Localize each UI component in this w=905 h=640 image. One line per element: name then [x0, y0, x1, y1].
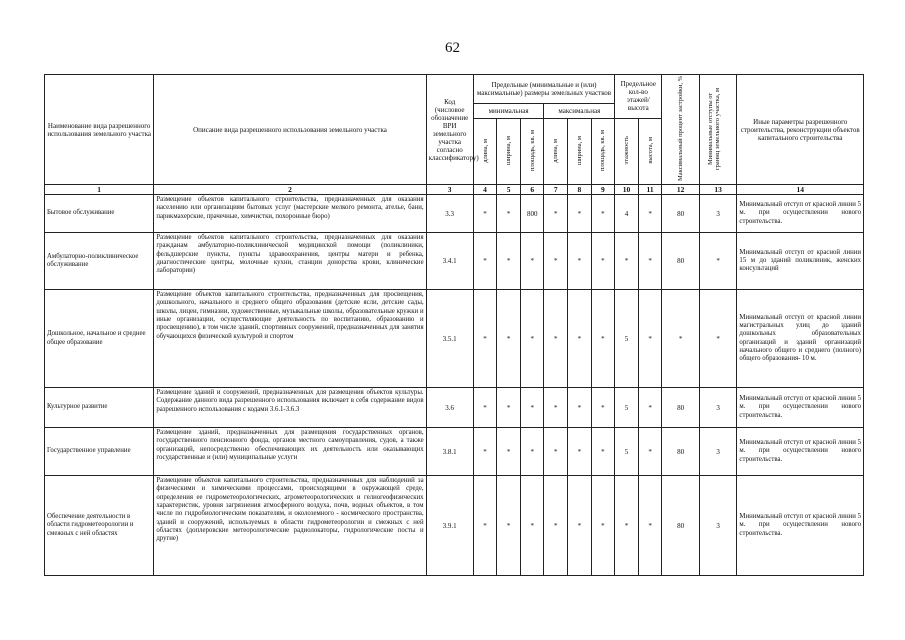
header-other: Иные параметры разрешенного строительства, реконструкции объектов капитального строительства	[737, 75, 864, 185]
header-max: максимальная	[544, 103, 615, 118]
header-min-area: площадь, кв. м	[528, 130, 536, 171]
parameter-cell: 80	[662, 388, 700, 428]
column-number-row	[45, 185, 864, 195]
header-setback: Минимальные отступы от границ земельного участка, м	[707, 87, 722, 170]
parameter-cell: *	[638, 388, 662, 428]
header-min-length: длина, м	[481, 138, 489, 163]
column-number: 7	[544, 185, 568, 195]
parameter-cell: *	[544, 233, 568, 290]
parameter-cell: *	[473, 428, 497, 476]
land-use-name: Культурное развитие	[45, 388, 154, 428]
other-parameters: Минимальный отступ от красной линии магистральных улиц до зданий дошкольных образовательных организаций и зданий организаций начального общего и среднего (полного) общего образования- 10 м.	[737, 290, 864, 388]
parameter-cell: *	[591, 428, 615, 476]
parameter-cell: *	[473, 476, 497, 576]
parameter-cell: *	[520, 290, 544, 388]
parameter-cell: 3	[699, 428, 737, 476]
header-min: минимальная	[473, 103, 544, 118]
parameter-cell: *	[638, 476, 662, 576]
parameter-cell: *	[638, 195, 662, 233]
column-number: 4	[473, 185, 497, 195]
land-use-code: 3.6	[426, 388, 473, 428]
land-use-description: Размещение объектов капитального строительства, предназначенных для оказания гражданам амбулаторно-поликлинической медицинской помощи (поликлиники, фельдшерские пункты, пункты здравоохранения, центры матери и ребенка, диагностические центры, молочные кухни, станции донорства крови, клинические лаборатории)	[154, 233, 426, 290]
header-max-length: длина, м	[552, 138, 560, 163]
table-row	[45, 195, 864, 233]
column-number: 14	[737, 185, 864, 195]
land-use-description: Размещение зданий, предназначенных для размещения государственных органов, государственного пенсионного фонда, органов местного самоуправления, судов, а также организаций, непосредственно обеспечивающих их деятельность или оказывающих государственные и (или) муниципальные услуги	[154, 428, 426, 476]
parameter-cell: *	[638, 290, 662, 388]
parameter-cell: 4	[615, 195, 639, 233]
parameter-cell: 3	[699, 476, 737, 576]
header-max-width: ширина, м	[575, 136, 583, 165]
parameter-cell: *	[497, 195, 521, 233]
header-floors-group: Предельное кол-во этажей/ высота	[615, 75, 662, 119]
header-max-area: площадь, кв. м	[599, 130, 607, 171]
parameter-cell: *	[544, 290, 568, 388]
land-use-name: Обеспечение деятельности в области гидрометеорологии и смежных с ней областях	[45, 476, 154, 576]
parameter-cell: 5	[615, 290, 639, 388]
parameter-cell: 800	[520, 195, 544, 233]
land-use-code: 3.9.1	[426, 476, 473, 576]
land-use-name: Дошкольное, начальное и среднее общее образование	[45, 290, 154, 388]
parameter-cell: *	[520, 388, 544, 428]
parameter-cell: *	[699, 290, 737, 388]
parameter-cell: *	[544, 428, 568, 476]
parameter-cell: *	[615, 233, 639, 290]
land-use-name: Государственное управление	[45, 428, 154, 476]
header-height: высота, м	[646, 137, 654, 164]
parameter-cell: *	[497, 290, 521, 388]
column-number: 12	[662, 185, 700, 195]
parameter-cell: *	[544, 388, 568, 428]
header-code: Код (числовое обозначение ВРИ земельного участка согласно классификатору)	[426, 75, 473, 185]
land-use-code: 3.8.1	[426, 428, 473, 476]
land-use-description: Размещение объектов капитального строительства, предназначенных для просвещения, дошкольного, начального и среднего общего образования (детские ясли, детские сады, школы, лицеи, гимназии, художественные, музыкальные школы, образовательные кружки и иные организации, осуществляющие деятельность по воспитанию, образованию и просвещению), в том числе зданий, спортивных сооружений, предназначенных для занятия обучающихся физической культурой и спортом	[154, 290, 426, 388]
land-use-code: 3.5.1	[426, 290, 473, 388]
parameter-cell: *	[473, 195, 497, 233]
land-use-description: Размещение объектов капитального строительства, предназначенных для наблюдений за физическими и химическими процессами, происходящими в окружающей среде, определения ее гидрометеорологических, агрометеорологических и гелиогеофизических характеристик, уровня загрязнения атмосферного воздуха, почв, водных объектов, в том числе по гидробиологическим показателям, и околоземного - космического пространства, зданий и сооружений, используемых в области гидрометеорологии и смежных с ней областях (доплеровские метеорологические радиолокаторы, гидрологические посты и другие)	[154, 476, 426, 576]
other-parameters: Минимальный отступ от красной линии 5 м. при осуществлении нового строительства.	[737, 428, 864, 476]
header-floors: этажность	[623, 136, 630, 165]
land-use-name: Бытовое обслуживание	[45, 195, 154, 233]
column-number: 3	[426, 185, 473, 195]
other-parameters: Минимальный отступ от красной линии 5 м. при осуществлении нового строительства.	[737, 195, 864, 233]
table-row	[45, 233, 864, 290]
header-name: Наименование вида разрешенного использования земельного участка	[45, 75, 154, 185]
header-min-width: ширина, м	[505, 136, 513, 165]
parameter-cell: *	[591, 290, 615, 388]
column-number: 13	[699, 185, 737, 195]
table-row	[45, 290, 864, 388]
parameter-cell: *	[520, 428, 544, 476]
parameter-cell: 80	[662, 233, 700, 290]
parameter-cell: *	[638, 233, 662, 290]
parameter-cell: *	[473, 233, 497, 290]
parameter-cell: *	[699, 233, 737, 290]
land-use-description: Размещение объектов капитального строительства, предназначенных для оказания населению или организациям бытовых услуг (мастерские мелкого ремонта, ателье, бани, парикмахерские, прачечные, химчистки, похоронные бюро)	[154, 195, 426, 233]
parameter-cell: *	[568, 233, 592, 290]
parameter-cell: *	[568, 476, 592, 576]
parameter-cell: *	[497, 233, 521, 290]
parameter-cell: *	[520, 233, 544, 290]
parameter-cell: *	[568, 290, 592, 388]
other-parameters: Минимальный отступ от красной линии 5 м. при осуществлении нового строительства.	[737, 388, 864, 428]
parameter-cell: *	[591, 476, 615, 576]
header-build-pct: Максимальный процент застройки, %	[677, 76, 685, 182]
table-row	[45, 428, 864, 476]
page-number: 62	[445, 40, 460, 56]
parameter-cell: *	[662, 290, 700, 388]
parameter-cell: *	[591, 233, 615, 290]
other-parameters: Минимальный отступ от красной линии 5 м. при осуществлении нового строительства.	[737, 476, 864, 576]
parameter-cell: *	[497, 476, 521, 576]
parameter-cell: *	[568, 428, 592, 476]
parameter-cell: *	[544, 476, 568, 576]
parameter-cell: *	[568, 195, 592, 233]
parameter-cell: 80	[662, 195, 700, 233]
land-use-code: 3.3	[426, 195, 473, 233]
parameter-cell: *	[473, 290, 497, 388]
column-number: 5	[497, 185, 521, 195]
column-number: 2	[154, 185, 426, 195]
header-description: Описание вида разрешенного использования земельного участка	[154, 75, 426, 185]
column-number: 9	[591, 185, 615, 195]
land-use-table	[44, 74, 864, 576]
header-sizes-group: Предельные (минимальные и (или) максимальные) размеры земельных участков	[473, 75, 614, 104]
parameter-cell: *	[497, 428, 521, 476]
parameter-cell: 5	[615, 388, 639, 428]
parameter-cell: 5	[615, 428, 639, 476]
table-row	[45, 388, 864, 428]
column-number: 6	[520, 185, 544, 195]
parameter-cell: *	[544, 195, 568, 233]
parameter-cell: *	[520, 476, 544, 576]
column-number: 11	[638, 185, 662, 195]
land-use-description: Размещение зданий и сооружений, предназначенных для размещения объектов культуры. Содержание данного вида разрешенного использования включает в себя содержание видов разрешенного использования с кодами 3.6.1-3.6.3	[154, 388, 426, 428]
column-number: 10	[615, 185, 639, 195]
other-parameters: Минимальный отступ от красной линии 15 м до зданий поликлиник, женских консультаций	[737, 233, 864, 290]
parameter-cell: 3	[699, 195, 737, 233]
parameter-cell: 3	[699, 388, 737, 428]
land-use-name: Амбулаторно-поликлиническое обслуживание	[45, 233, 154, 290]
parameter-cell: *	[497, 388, 521, 428]
parameter-cell: *	[591, 195, 615, 233]
parameter-cell: *	[473, 388, 497, 428]
land-use-code: 3.4.1	[426, 233, 473, 290]
table-row	[45, 476, 864, 576]
parameter-cell: *	[568, 388, 592, 428]
column-number: 1	[45, 185, 154, 195]
parameter-cell: *	[638, 428, 662, 476]
parameter-cell: 80	[662, 476, 700, 576]
parameter-cell: *	[591, 388, 615, 428]
parameter-cell: *	[615, 476, 639, 576]
column-number: 8	[568, 185, 592, 195]
parameter-cell: 80	[662, 428, 700, 476]
